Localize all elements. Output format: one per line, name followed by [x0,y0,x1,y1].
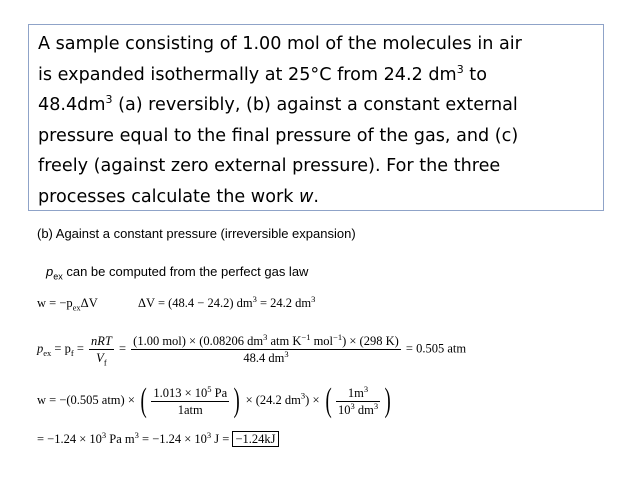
problem-line-1: A sample consisting of 1.00 mol of the molecules in air [38,34,522,54]
problem-line-5: freely (against zero external pressure). For the three [38,156,501,176]
pascal-conversion-fraction: $\frac{1.013 \times 10^5 Pa}{\text{1atm}}$ [153,383,228,417]
pex-note: $p_{ex}$ can be computed from the perfect gas law [46,264,309,282]
work-calculation-equation: w = −(0.505 atm) × ( $\frac{1.013 \times 10^5 Pa}{\text{1atm}}$ ) × (24.2 $dm^3$) × ( $\frac{1m^3}{10^3 dm^3}$ ) [37,382,391,419]
problem-line-4: pressure equal to the final pressure of the gas, and (c) [38,125,519,146]
ideal-gas-fraction: $\frac{\text{nRT}}{V_f}$ [91,334,112,368]
volume-change-equation: ΔV = (48.4 − 24.2) $dm^3 = 24.2$ $dm^3$ [138,293,316,310]
numeric-fraction: $\frac{(1.00 mol) \times (0.08206 dm^3 atm K^{-1} mol^{-1}) \times (298 K)}{48.4 dm^3}$ [133,331,399,365]
work-definition-equation: $w = -p_{ex}\Delta V$ [37,296,98,313]
problem-line-3: $48.4dm^3$ (a) reversibly, (b) against a constant external [38,93,518,115]
pressure-equation: $p_{ex} = p_f$ = $\frac{\text{nRT}}{V_f}$ = $\frac{(1.00 mol) \times (0.08206 dm^3 atm K^{-1} mol^{-1}) \times (298 K)}{48.4 dm^3}$ = 0.505 atm [37,331,467,368]
work-result-equation: = $-1.24 \times 10^3$ Pa $m^3 = -1.24 \times 10^3$ J = −1.24kJ [37,432,279,447]
problem-line-2: is expanded isothermally at 25°C from 24.2 $dm^3$ to [38,62,487,85]
problem-statement [28,24,604,211]
section-heading: (b) Against a constant pressure (irreversible expansion) [37,226,356,241]
final-answer-box: −1.24kJ [232,431,278,447]
problem-line-6: processes calculate the work w. [38,186,319,207]
volume-conversion-fraction: $\frac{1m^3}{10^3 dm^3}$ [337,383,379,417]
